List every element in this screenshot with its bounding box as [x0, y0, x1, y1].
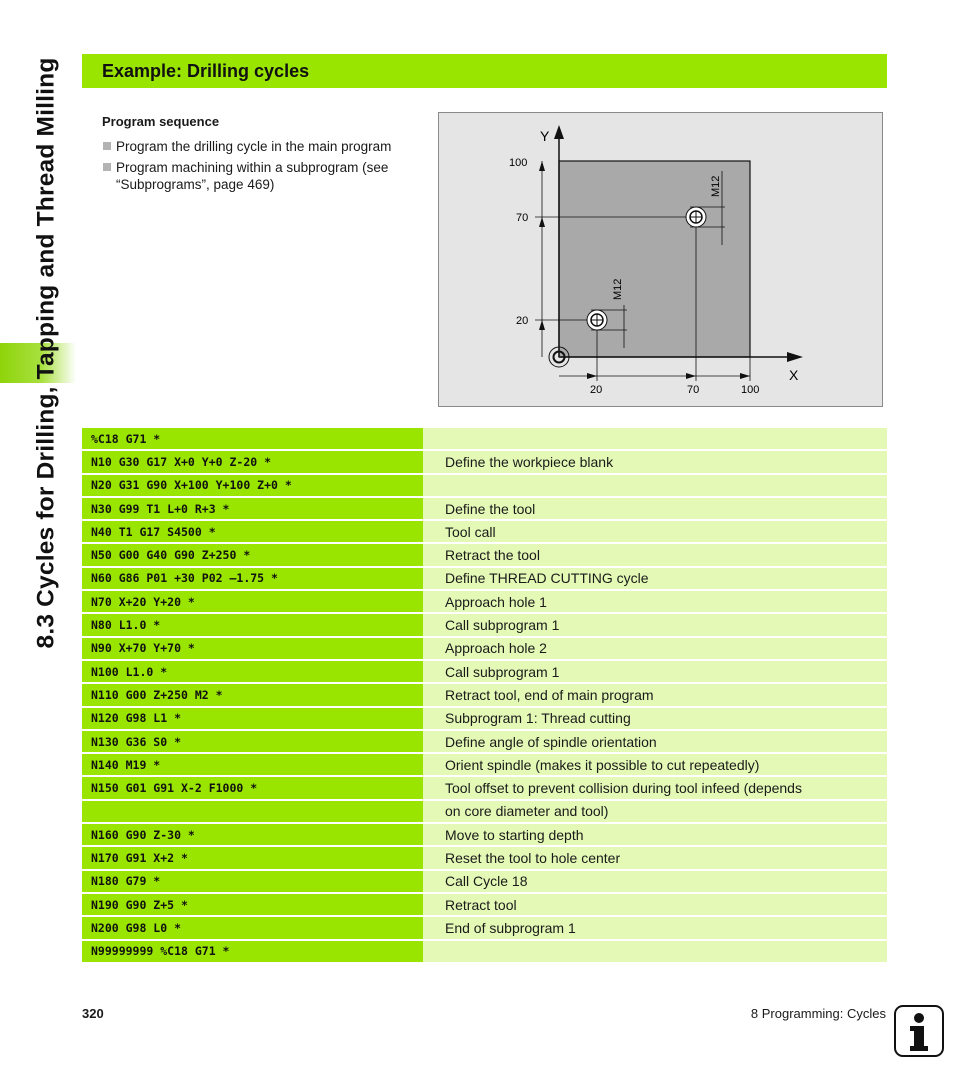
y-tick-label: 100 [509, 157, 528, 169]
nc-code-cell: N20 G31 G90 X+100 Y+100 Z+0 * [82, 475, 423, 498]
program-sequence-heading: Program sequence [102, 114, 220, 129]
nc-code-cell: N10 G30 G17 X+0 Y+0 Z-20 * [82, 451, 423, 474]
table-row [82, 521, 887, 544]
table-row [82, 708, 887, 731]
nc-code-cell: N170 G91 X+2 * [82, 847, 423, 870]
nc-code-cell: N120 G98 L1 * [82, 708, 423, 731]
workpiece-drawing [438, 112, 883, 407]
nc-code-cell: N80 L1.0 * [82, 614, 423, 637]
nc-description-cell: Retract tool, end of main program [423, 684, 887, 707]
table-row [82, 754, 887, 777]
nc-description-cell: Move to starting depth [423, 824, 887, 847]
nc-description-cell: Approach hole 1 [423, 591, 887, 614]
table-row [82, 591, 887, 614]
table-row [82, 451, 887, 474]
nc-code-cell: N180 G79 * [82, 871, 423, 894]
list-item-text: Program the drilling cycle in the main program [116, 139, 392, 154]
nc-description-cell: on core diameter and tool) [423, 801, 887, 824]
table-row [82, 475, 887, 498]
nc-code-cell [82, 801, 423, 824]
footer-chapter: 8 Programming: Cycles [750, 1006, 886, 1021]
table-row [82, 498, 887, 521]
table-row [82, 684, 887, 707]
nc-description-cell: Orient spindle (makes it possible to cut repeatedly) [423, 754, 887, 777]
y-axis-arrow-icon [554, 125, 564, 139]
table-row [82, 801, 887, 824]
nc-code-cell: N190 G90 Z+5 * [82, 894, 423, 917]
nc-description-cell: Call subprogram 1 [423, 661, 887, 684]
x-dim-arrow-icon [686, 373, 696, 379]
table-row [82, 894, 887, 917]
y-dim-arrow-icon [539, 217, 545, 227]
section-header [82, 54, 887, 88]
nc-code-cell: N200 G98 L0 * [82, 917, 423, 940]
nc-description-cell [423, 475, 887, 498]
nc-description-cell: Tool call [423, 521, 887, 544]
y-dim-arrow-icon [539, 161, 545, 171]
nc-code-cell: N100 L1.0 * [82, 661, 423, 684]
program-sequence-list [102, 138, 422, 197]
y-tick-label: 20 [516, 315, 529, 327]
bullet-square-icon [103, 163, 111, 171]
nc-description-cell: Approach hole 2 [423, 638, 887, 661]
thread-label-hole-2: M12 [710, 175, 722, 197]
nc-code-cell: N110 G00 Z+250 M2 * [82, 684, 423, 707]
list-item [102, 138, 422, 155]
nc-code-cell: N90 X+70 Y+70 * [82, 638, 423, 661]
chapter-side-title [28, 48, 64, 658]
nc-description-cell: Tool offset to prevent collision during tool infeed (depends [423, 777, 887, 800]
info-glyph-icon [896, 1007, 942, 1055]
nc-program-table [82, 428, 887, 964]
table-row [82, 941, 887, 964]
list-item [102, 159, 422, 193]
bullet-square-icon [103, 142, 111, 150]
x-axis-arrow-icon [787, 352, 803, 362]
table-row [82, 661, 887, 684]
x-tick-label: 20 [590, 384, 603, 396]
nc-code-cell: N50 G00 G40 G90 Z+250 * [82, 544, 423, 567]
nc-description-cell: Define the tool [423, 498, 887, 521]
workpiece-drawing-svg [439, 113, 884, 408]
list-item-text: Program machining within a subprogram (see “Subprograms”, page 469) [116, 160, 389, 192]
nc-code-cell: N40 T1 G17 S4500 * [82, 521, 423, 544]
table-row [82, 638, 887, 661]
nc-code-cell: N70 X+20 Y+20 * [82, 591, 423, 614]
table-row [82, 428, 887, 451]
table-row [82, 568, 887, 591]
page-number: 320 [82, 1006, 104, 1021]
x-tick-label: 100 [741, 384, 760, 396]
nc-description-cell: Define angle of spindle orientation [423, 731, 887, 754]
table-row [82, 917, 887, 940]
nc-code-cell: N30 G99 T1 L+0 R+3 * [82, 498, 423, 521]
table-row [82, 731, 887, 754]
nc-code-cell: N99999999 %C18 G71 * [82, 941, 423, 964]
thread-label-hole-1: M12 [612, 278, 624, 300]
nc-description-cell: Call subprogram 1 [423, 614, 887, 637]
nc-code-cell: N150 G01 G91 X-2 F1000 * [82, 777, 423, 800]
nc-description-cell: Retract tool [423, 894, 887, 917]
nc-description-cell: Define THREAD CUTTING cycle [423, 568, 887, 591]
y-tick-label: 70 [516, 212, 529, 224]
x-dim-arrow-icon [740, 373, 750, 379]
table-row [82, 824, 887, 847]
nc-code-cell: N160 G90 Z-30 * [82, 824, 423, 847]
info-icon [894, 1005, 944, 1057]
x-dim-arrow-icon [587, 373, 597, 379]
table-row [82, 847, 887, 870]
nc-description-cell: Reset the tool to hole center [423, 847, 887, 870]
nc-description-cell: Define the workpiece blank [423, 451, 887, 474]
nc-description-cell: Call Cycle 18 [423, 871, 887, 894]
nc-code-cell: N60 G86 P01 +30 P02 –1.75 * [82, 568, 423, 591]
x-axis-label: X [789, 367, 799, 383]
table-row [82, 871, 887, 894]
y-dim-arrow-icon [539, 320, 545, 330]
nc-description-cell [423, 428, 887, 451]
section-title: Example: Drilling cycles [102, 60, 310, 81]
table-row [82, 544, 887, 567]
nc-code-cell: N140 M19 * [82, 754, 423, 777]
nc-description-cell: Subprogram 1: Thread cutting [423, 708, 887, 731]
x-tick-label: 70 [687, 384, 700, 396]
chapter-side-title-text: 8.3 Cycles for Drilling, Tapping and Thread Milling [32, 57, 60, 649]
nc-code-cell: N130 G36 S0 * [82, 731, 423, 754]
table-row [82, 614, 887, 637]
table-row [82, 777, 887, 800]
nc-description-cell: End of subprogram 1 [423, 917, 887, 940]
nc-description-cell: Retract the tool [423, 544, 887, 567]
nc-code-cell: %C18 G71 * [82, 428, 423, 451]
nc-description-cell [423, 941, 887, 964]
y-axis-label: Y [540, 128, 550, 144]
